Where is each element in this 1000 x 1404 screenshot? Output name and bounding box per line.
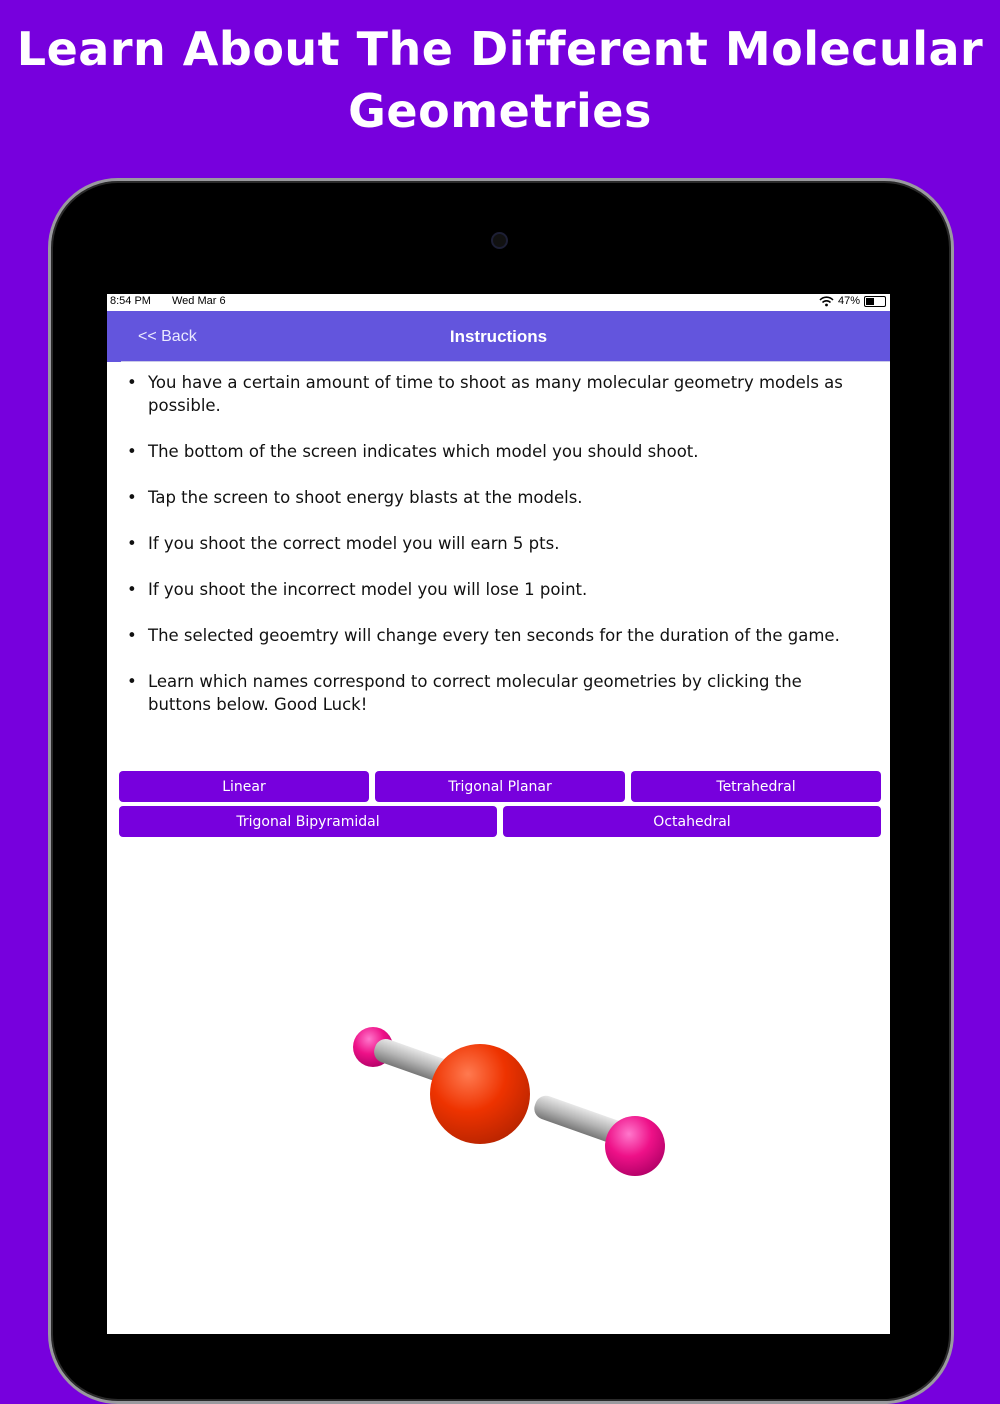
list-item [127, 670, 850, 716]
nav-bar [107, 311, 890, 362]
status-bar [107, 294, 890, 311]
wifi-icon [819, 296, 834, 307]
status-right-group [819, 295, 886, 307]
list-item [127, 578, 850, 601]
app-screen[interactable] [107, 294, 890, 1334]
battery-icon [864, 296, 886, 307]
bullet-icon: • [127, 580, 137, 599]
bullet-icon: • [127, 626, 137, 645]
instruction-text: The bottom of the screen indicates which model you should shoot. [148, 442, 699, 461]
instruction-text: If you shoot the incorrect model you will lose 1 point. [148, 580, 588, 599]
bullet-icon: • [127, 672, 137, 691]
battery-percent: 47% [837, 295, 860, 307]
trigonal-bipyramidal-button[interactable]: Trigonal Bipyramidal [119, 806, 497, 837]
instruction-text: Tap the screen to shoot energy blasts at the models. [148, 488, 583, 507]
bullet-icon: • [127, 488, 137, 507]
nav-divider [121, 361, 890, 362]
geometry-button-row-2 [119, 806, 881, 837]
tetrahedral-button[interactable]: Tetrahedral [631, 771, 881, 802]
center-atom [430, 1044, 530, 1144]
bullet-icon: • [127, 442, 137, 461]
instruction-list [107, 362, 890, 716]
list-item [127, 371, 850, 417]
instruction-text: If you shoot the correct model you will earn 5 pts. [148, 534, 560, 553]
instruction-text: Learn which names correspond to correct molecular geometries by clicking the buttons below. Good Luck! [148, 672, 802, 714]
bullet-icon: • [127, 534, 137, 553]
list-item [127, 532, 850, 555]
bullet-icon: • [127, 373, 137, 392]
linear-molecule-model[interactable] [337, 1014, 677, 1194]
instruction-text: The selected geoemtry will change every ten seconds for the duration of the game. [148, 626, 840, 645]
outer-atom-right [605, 1116, 665, 1176]
trigonal-planar-button[interactable]: Trigonal Planar [375, 771, 625, 802]
octahedral-button[interactable]: Octahedral [503, 806, 881, 837]
instruction-text: You have a certain amount of time to shoot as many molecular geometry models as possible. [148, 373, 843, 415]
status-time: 8:54 PM [110, 295, 151, 307]
list-item [127, 440, 850, 463]
status-date: Wed Mar 6 [172, 295, 226, 307]
back-button[interactable]: << Back [138, 328, 197, 345]
linear-button[interactable]: Linear [119, 771, 369, 802]
camera-icon [491, 232, 508, 249]
list-item [127, 624, 850, 647]
headline: Learn About The Different Molecular Geometries [16, 22, 984, 138]
geometry-button-row-1 [119, 771, 881, 802]
page-title: Instructions [449, 327, 548, 346]
list-item [127, 486, 850, 509]
